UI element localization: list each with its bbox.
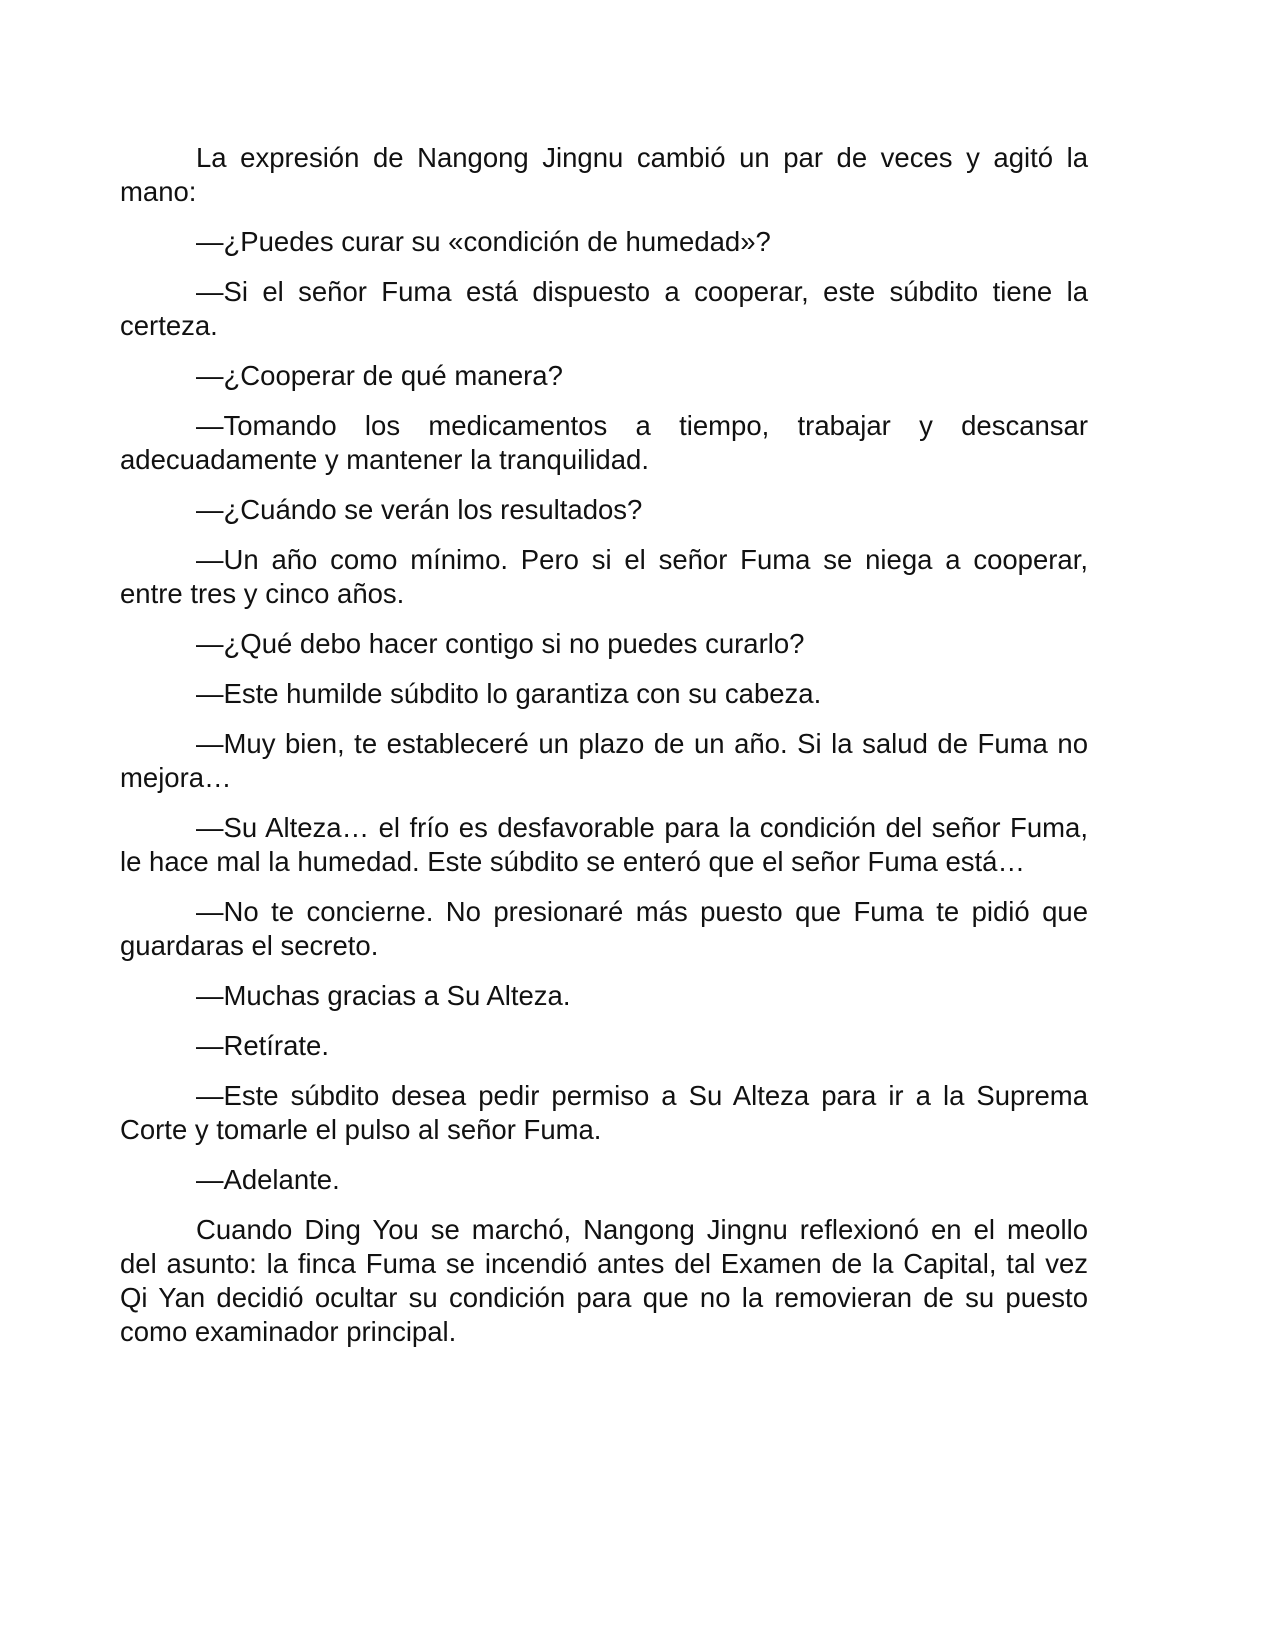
paragraph: Cuando Ding You se marchó, Nangong Jingnu reflexionó en el meollo del asunto: la finca Fuma se incendió antes del Examen de la Capital, tal vez Qi Yan decidió ocultar su condición para que no la removieran de su puesto como examinador principal. bbox=[120, 1214, 1088, 1347]
document-page bbox=[120, 141, 1088, 1365]
paragraph: —¿Cuándo se verán los resultados? bbox=[196, 494, 643, 525]
paragraph: —Este súbdito desea pedir permiso a Su Alteza para ir a la Suprema Corte y tomarle el pulso al señor Fuma. bbox=[120, 1080, 1088, 1145]
paragraph: La expresión de Nangong Jingnu cambió un par de veces y agitó la mano: bbox=[120, 142, 1088, 207]
paragraph: —No te concierne. No presionaré más puesto que Fuma te pidió que guardaras el secreto. bbox=[120, 896, 1088, 961]
paragraph: —Su Alteza… el frío es desfavorable para la condición del señor Fuma, le hace mal la humedad. Este súbdito se enteró que el señor Fuma está… bbox=[120, 812, 1088, 877]
paragraph: —¿Puedes curar su «condición de humedad»? bbox=[196, 226, 771, 257]
paragraph: —Tomando los medicamentos a tiempo, trabajar y descansar adecuadamente y mantener la tranquilidad. bbox=[120, 410, 1088, 475]
paragraph: —¿Cooperar de qué manera? bbox=[196, 360, 563, 391]
paragraph: —Muchas gracias a Su Alteza. bbox=[196, 980, 571, 1011]
paragraph: —Este humilde súbdito lo garantiza con su cabeza. bbox=[196, 678, 822, 709]
paragraph: —Retírate. bbox=[196, 1030, 329, 1061]
paragraph: —Si el señor Fuma está dispuesto a cooperar, este súbdito tiene la certeza. bbox=[120, 276, 1088, 341]
paragraph: —Muy bien, te estableceré un plazo de un año. Si la salud de Fuma no mejora… bbox=[120, 728, 1088, 793]
paragraph: —Un año como mínimo. Pero si el señor Fuma se niega a cooperar, entre tres y cinco años. bbox=[120, 544, 1088, 609]
paragraph: —Adelante. bbox=[196, 1164, 340, 1195]
paragraph: —¿Qué debo hacer contigo si no puedes curarlo? bbox=[196, 628, 805, 659]
